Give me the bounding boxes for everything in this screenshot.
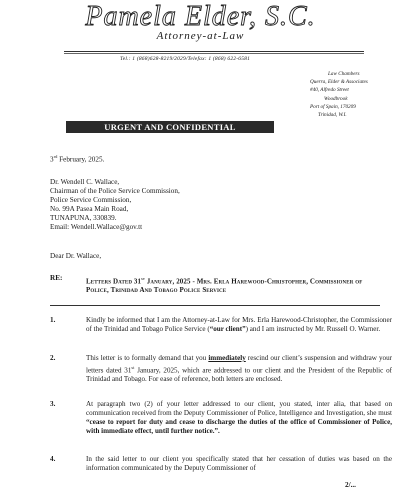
letterhead-rule-thin [64,53,364,54]
paragraph-text [86,455,392,473]
letterhead [0,2,401,42]
paragraph-text [86,354,392,384]
date-day: 3 [50,155,54,164]
recipient-line: TUNAPUNA, 330839. [50,214,117,223]
text-run: This letter is to formally demand that you [86,354,209,362]
subject-text [86,274,386,295]
date-rest: February, 2025. [57,155,105,164]
recipient-line: Police Service Commission, [50,196,132,205]
firm-subtitle: Attorney-at-Law [156,30,245,42]
subject-part: Letters Dated 31 [86,277,142,286]
page-continuation: 2/... [345,481,356,489]
date-suffix: rd [53,154,58,159]
subject-underline [50,305,380,306]
paragraph-text [86,316,392,334]
bold-quote-run: “cease to report for duty and cease to discharge the duties of the office of Commissioner of Police, with immediate effect, until further notice.”. [86,418,392,435]
paragraph-number: 1. [50,316,56,324]
text-sup: st [131,365,135,370]
text-run: In the said letter to our client you specifically stated that her cessation of duties was based on the information communicated by the Deputy Commissioner of [86,455,392,472]
recipient-line: No. 99A Pasea Main Road, [50,205,129,214]
subject-sup: st [141,276,145,281]
address-heading: Law Chambers [328,71,360,77]
firm-name: Pamela Elder, S.C. [85,1,316,32]
salutation: Dear Dr. Wallace, [50,252,102,260]
paragraph-number: 3. [50,400,56,408]
address-line: #40, Alfredo Street [310,87,349,94]
paragraph-text [86,400,392,436]
chambers-address [310,70,400,119]
address-line: Trinidad, W.I. [318,112,347,119]
subject-label: RE: [50,274,63,282]
recipient-email: Email: Wendell.Wallace@gov.tt [50,223,143,232]
text-run: January, 2025, which are addressed to our client and the President of the Republic of Trinidad and Tobago. For ease of reference, both letters are enclosed. [86,366,392,384]
text-run: At paragraph two (2) of your letter addressed to our client, you stated, inter alia, that based on communication received from the Deputy Commissioner of Police, Intelligence and Investigation, she must [86,400,392,417]
urgent-banner: URGENT AND CONFIDENTIAL [66,121,274,133]
text-run: Kindly be informed that I am the Attorney-at-Law for Mrs. Erla Harewood-Christopher, the Commissioner of the Trinidad and Tobago Police Service ( [86,316,392,333]
address-line: Port of Spain, 170209 [310,103,356,110]
bold-underlined-run: immediately [208,354,246,362]
recipient-line: Dr. Wendell C. Wallace, [50,178,120,186]
contact-line: Tel.: 1 (868)628-8219/2029/Telefax: 1 (868) 622-6581 [120,56,251,62]
subject-part: January, 2025 - Mrs. Erla Harewood-Christopher, Commissioner of Police, Trinidad And Tobago Police Service [86,277,363,295]
text-run: ) and I am instructed by Mr. Russell O. Warner. [245,325,381,333]
text-run: rescind our client’s suspension and withdraw your letters dated 31 [86,354,393,375]
letterhead-rule [64,51,364,52]
address-line: Querra, Elder & Associates [310,79,368,86]
recipient-line: Chairman of the Police Service Commission, [50,187,180,196]
letter-date [50,154,104,163]
address-line: Woodbrook [324,95,348,102]
bold-run: “our client” [209,325,246,333]
recipient-address [50,178,180,233]
paragraph-number: 2. [50,354,56,362]
paragraph-number: 4. [50,455,56,463]
